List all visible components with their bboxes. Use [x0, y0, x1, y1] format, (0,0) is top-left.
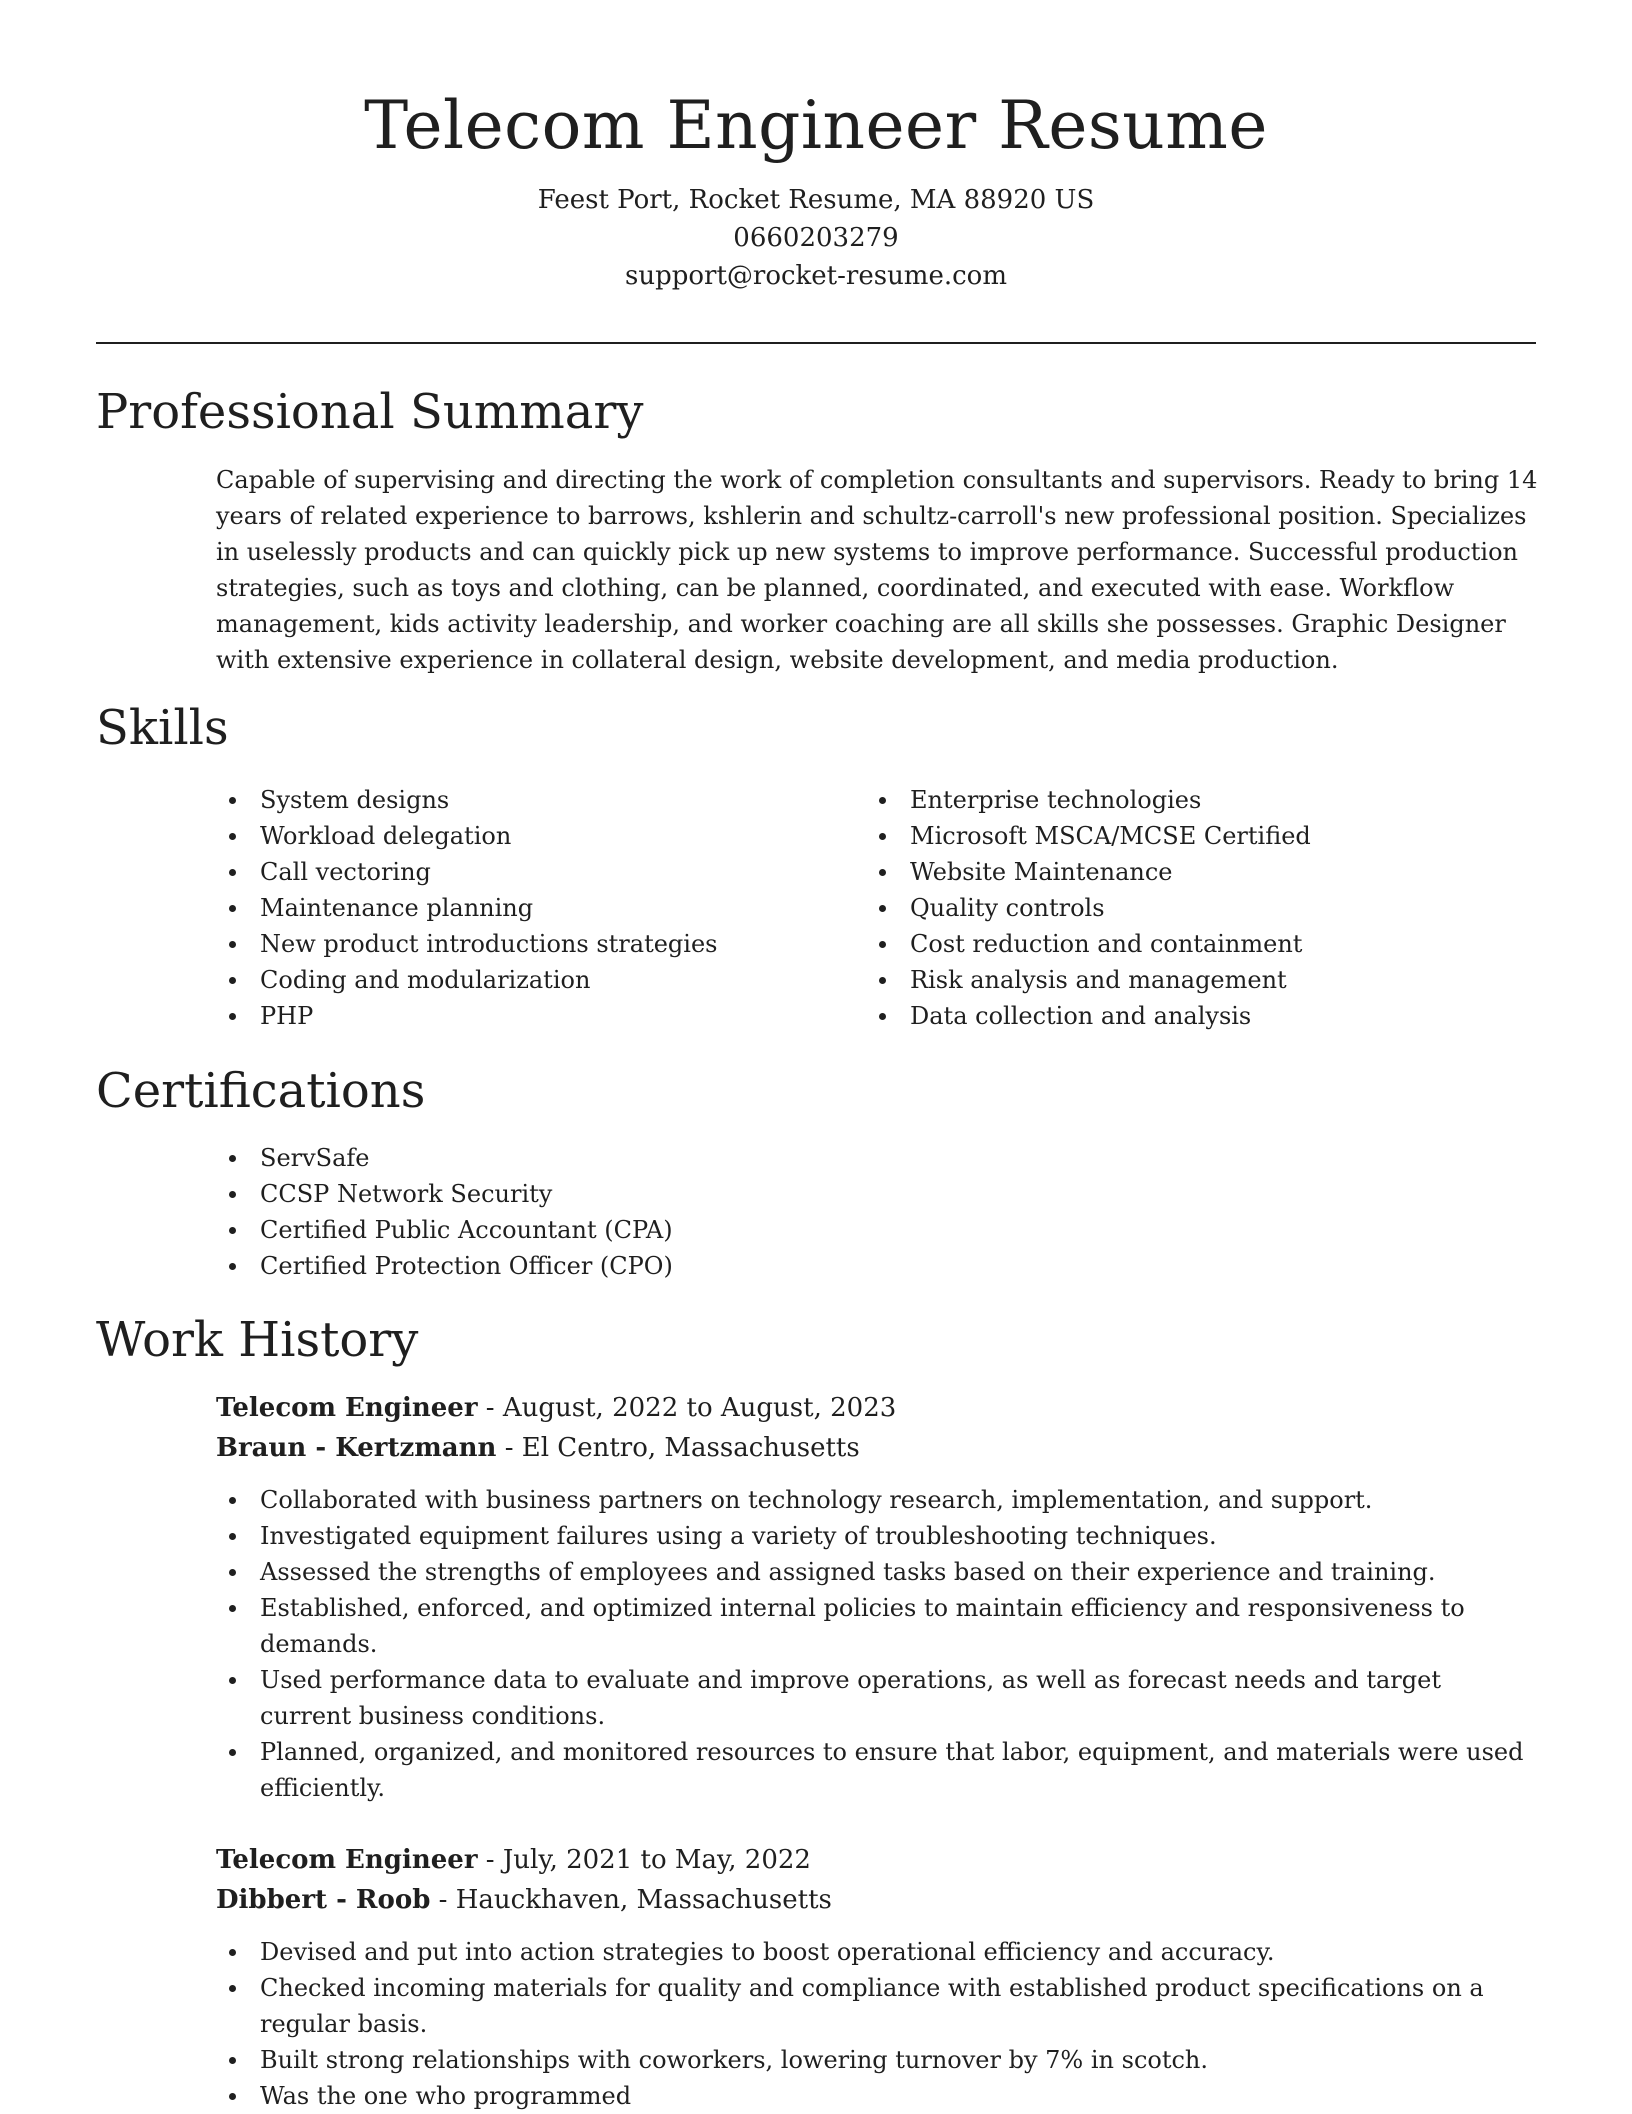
job-bullet: Checked incoming materials for quality and compliance with established product specifications on a regular basis.: [216, 1970, 1526, 2042]
page-title: Telecom Engineer Resume: [364, 87, 1268, 164]
job-role: Telecom Engineer: [216, 1845, 478, 1875]
job-bullets: [216, 1934, 1526, 2114]
job-bullet: Devised and put into action strategies to boost operational efficiency and accuracy.: [216, 1934, 1526, 1970]
skill-item: PHP: [216, 998, 836, 1034]
certifications-heading: Certifications: [96, 1063, 426, 1119]
resume-header: [0, 80, 1632, 295]
skill-item: New product introductions strategies: [216, 926, 836, 962]
contact-address: Feest Port, Rocket Resume, MA 88920 US: [537, 185, 1095, 215]
work-history-heading: Work History: [96, 1312, 419, 1368]
skill-item: Microsoft MSCA/MCSE Certified: [866, 818, 1536, 854]
skill-item: Data collection and analysis: [866, 998, 1536, 1034]
contact-email: support@rocket-resume.com: [624, 261, 1007, 291]
skill-item: Coding and modularization: [216, 962, 836, 998]
skill-item: Risk analysis and management: [866, 962, 1536, 998]
skills-list-left: [216, 782, 836, 1034]
job-title-line: [216, 1389, 896, 1427]
job-location: - Hauckhaven, Massachusetts: [430, 1885, 832, 1915]
certification-item: Certified Public Accountant (CPA): [216, 1212, 1536, 1248]
job-bullet: Collaborated with business partners on technology research, implementation, and support.: [216, 1482, 1526, 1518]
job-location: - El Centro, Massachusetts: [496, 1433, 860, 1463]
skills-heading: Skills: [96, 700, 229, 756]
certification-item: CCSP Network Security: [216, 1176, 1536, 1212]
job-company: Dibbert - Roob: [216, 1885, 431, 1915]
certifications-list: [216, 1140, 1536, 1284]
job-bullet: Assessed the strengths of employees and assigned tasks based on their experience and training.: [216, 1554, 1526, 1590]
job-bullets: [216, 1482, 1526, 1806]
skill-item: System designs: [216, 782, 836, 818]
job-bullet: Was the one who programmed: [216, 2078, 1526, 2114]
job-company-line: [216, 1881, 832, 1919]
skill-item: Workload delegation: [216, 818, 836, 854]
skill-item: Call vectoring: [216, 854, 836, 890]
job-title-line: [216, 1841, 811, 1879]
job-role: Telecom Engineer: [216, 1393, 478, 1423]
skill-item: Quality controls: [866, 890, 1536, 926]
job-bullet: Built strong relationships with coworkers, lowering turnover by 7% in scotch.: [216, 2042, 1526, 2078]
job-company: Braun - Kertzmann: [216, 1433, 497, 1463]
contact-phone: 0660203279: [733, 223, 899, 253]
job-dates: - July, 2021 to May, 2022: [477, 1845, 811, 1875]
skill-item: Maintenance planning: [216, 890, 836, 926]
skill-item: Cost reduction and containment: [866, 926, 1536, 962]
job-bullet: Used performance data to evaluate and improve operations, as well as forecast needs and target current business conditions.: [216, 1662, 1526, 1734]
job-bullet: Planned, organized, and monitored resources to ensure that labor, equipment, and materials were used efficiently.: [216, 1734, 1526, 1806]
certification-item: Certified Protection Officer (CPO): [216, 1248, 1536, 1284]
skills-list-right: [866, 782, 1536, 1034]
job-dates: - August, 2022 to August, 2023: [477, 1393, 897, 1423]
summary-heading: Professional Summary: [96, 384, 644, 440]
certification-item: ServSafe: [216, 1140, 1536, 1176]
job-company-line: [216, 1429, 860, 1467]
job-bullet: Investigated equipment failures using a variety of troubleshooting techniques.: [216, 1518, 1526, 1554]
skill-item: Enterprise technologies: [866, 782, 1536, 818]
header-divider: [96, 342, 1536, 344]
summary-text: Capable of supervising and directing the work of completion consultants and supervisors. Ready to bring 14 years of related experience to barrows, kshlerin and schultz-carroll's new professional position. Specializes in uselessly products and can quickly pick up new systems to improve performance. Successful production strategies, such as toys and clothing, can be planned, coordinated, and executed with ease. Workflow management, kids activity leadership, and worker coaching are all skills she possesses. Graphic Designer with extensive experience in collateral design, website development, and media production.: [216, 466, 1538, 674]
job-bullet: Established, enforced, and optimized internal policies to maintain efficiency and responsiveness to demands.: [216, 1590, 1526, 1662]
skill-item: Website Maintenance: [866, 854, 1536, 890]
